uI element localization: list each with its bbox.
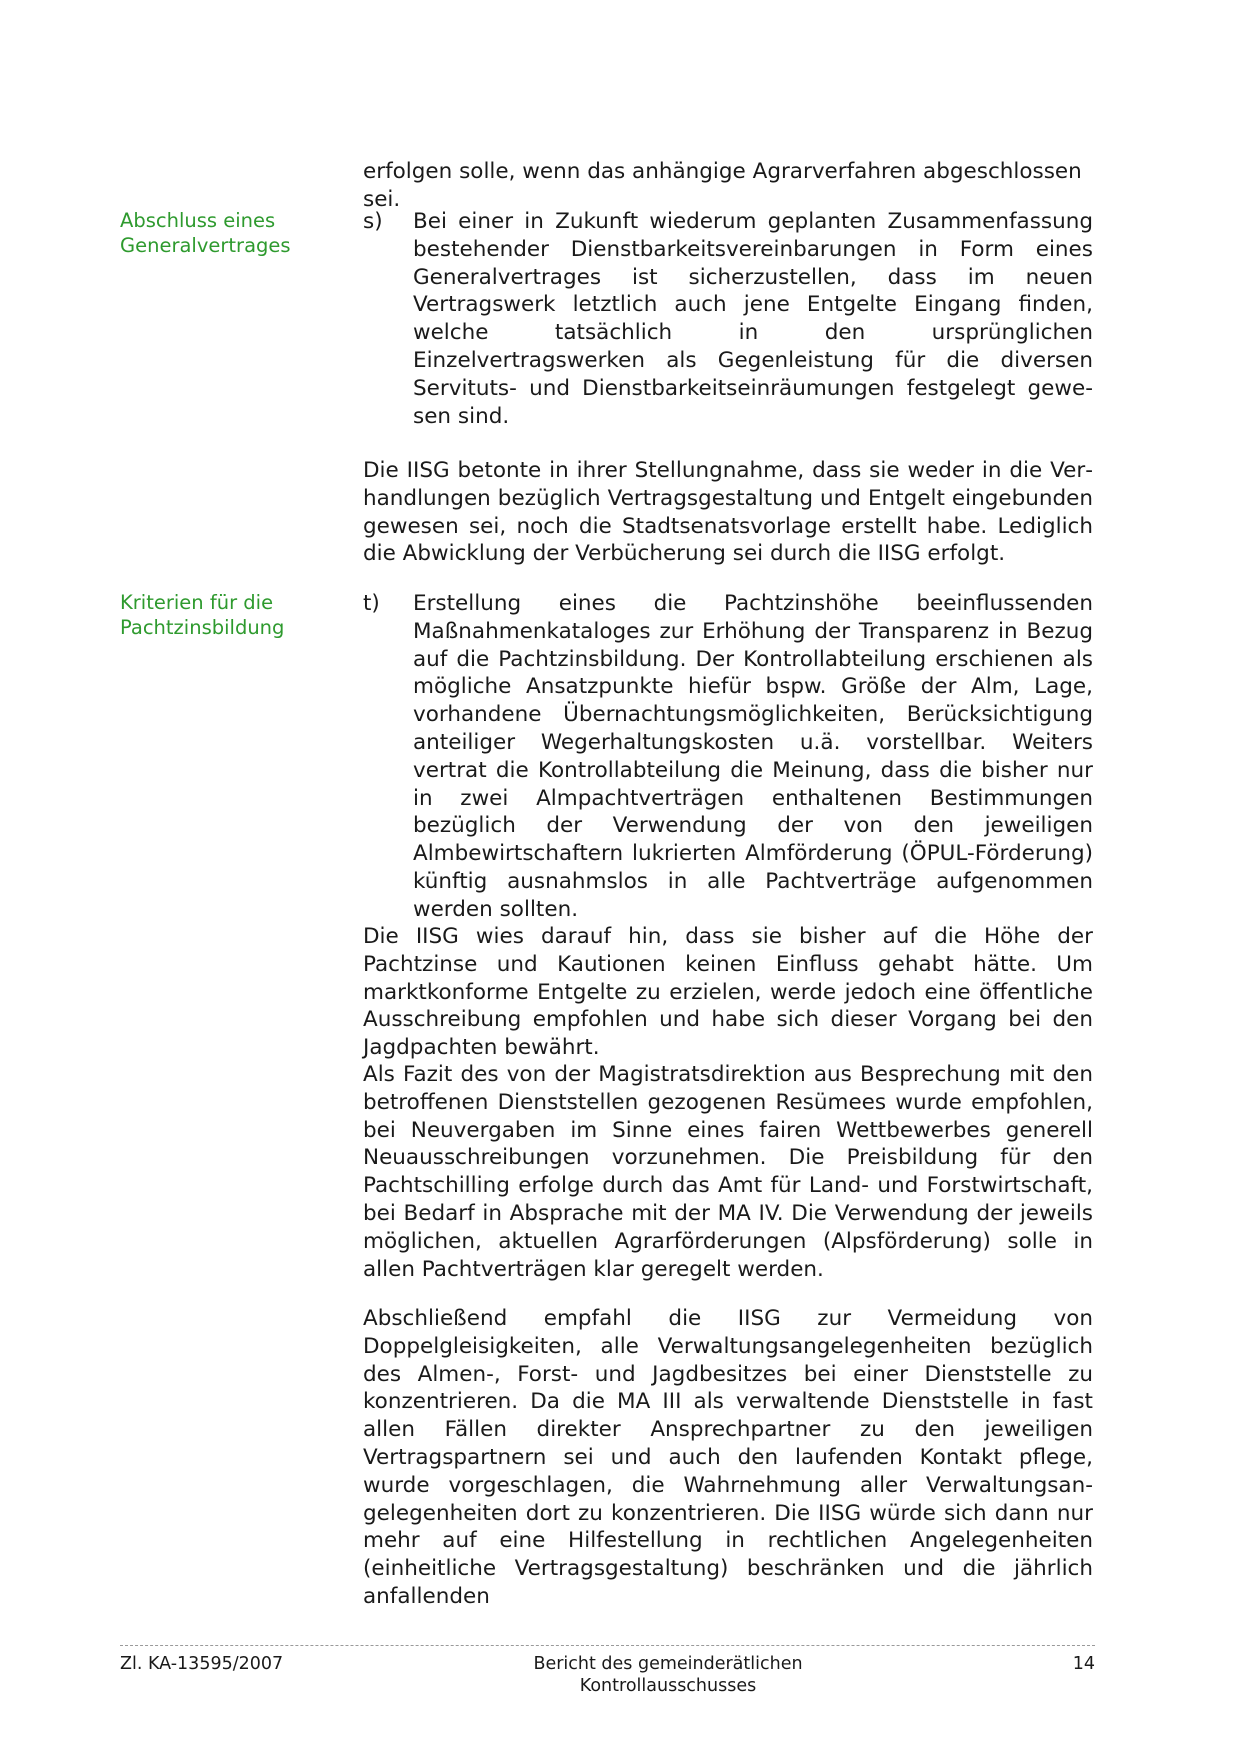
paragraph-fazit: Als Fazit des von der Magistratsdirektion aus Besprechung mit den betroffenen Dienststellen gezogenen Resümees wurde empfohlen, bei Neuvergaben im Sinne eines fairen Wettbewerbes generell Neuausschreibungen vorzunehmen. Die Preisbildung für den Pachtschilling erfolge durch das Amt für Land- und Forstwirtschaft, bei Bedarf in Absprache mit der MA IV. Die Verwendung der jeweils möglichen, aktuellen Agrarförderungen (Alpsförderung) solle in allen Pachtverträgen klar geregelt werden.: [363, 1062, 1093, 1282]
side-note-generalvertrag: Abschluss eines Generalvertrages: [120, 209, 291, 257]
paragraph-abschliessend: Abschließend empfahl die IISG zur Vermeidung von Doppelgleisigkeiten, alle Verwaltungsangelegenheiten bezüglich des Almen-, Forst- und Jagdbesitzes bei einer Dienststelle zu konzentrieren. Da die MA III als verwaltende Dienststelle in fast allen Fällen direkter Ansprechpartner zu den jeweiligen Vertragspartnern sei und auch den laufenden Kontakt pflege, wurde vorgeschlagen, die Wahrnehmung aller Verwaltungsangelegenheiten dort zu konzentrieren. Die IISG würde sich dann nur mehr auf eine Hilfestellung in rechtlichen Angelegenheiten (einheitliche Vertragsgestaltung) beschränken und die jährlich anfallenden: [363, 1306, 1093, 1609]
item-label-s: s): [363, 209, 383, 234]
footer-title: Bericht des gemeinderätlichen Kontrollausschusses: [533, 1654, 803, 1696]
item-text-s: Bei einer in Zukunft wiederum geplanten Zusammenfassung bestehender Dienstbarkeitsvereinbarungen in Form eines Generalvertrages ist sicherzustellen, dass im neuen Vertragswerk letztlich auch jene Entgelte Eingang finden, welche tatsächlich in den ursprünglichen Einzelvertragswerken als Gegenleistung für die diversen Servituts- und Dienstbarkeitseinräumungen festgelegt gewesen sind.: [413, 209, 1093, 429]
paragraph-iisg-stellungnahme: Die IISG betonte in ihrer Stellungnahme, dass sie weder in die Verhandlungen bezüglich Vertragsgestaltung und Entgelt eingebunden gewesen sei, noch die Stadtsenatsvorlage erstellt habe. Lediglich die Abwicklung der Verbücherung sei durch die IISG erfolgt.: [363, 458, 1093, 567]
item-label-t: t): [363, 591, 380, 616]
page-number: 14: [1072, 1654, 1095, 1674]
side-note-pachtzins: Kriterien für die Pachtzinsbildung: [120, 591, 285, 639]
footer-reference: Zl. KA-13595/2007: [120, 1654, 284, 1674]
paragraph-iisg-hinweis: Die IISG wies darauf hin, dass sie bisher auf die Höhe der Pachtzinse und Kautionen keinen Einfluss gehabt hätte. Um marktkonforme Entgelte zu erzielen, werde jedoch eine öffentliche Ausschreibung empfohlen und habe sich dieser Vorgang bei den Jagdpachten bewährt.: [363, 924, 1093, 1061]
item-text-t: Erstellung eines die Pachtzinshöhe beeinflussenden Maßnahmenkataloges zur Erhöhung der Transparenz in Bezug auf die Pachtzinsbildung. Der Kontrollabteilung erschienen als mögliche Ansatzpunkte hiefür bspw. Größe der Alm, Lage, vorhandene Übernachtungsmöglichkeiten, Berücksichtigung anteiliger Wegerhaltungskosten u.ä. vorstellbar. Weiters vertrat die Kontrollabteilung die Meinung, dass die bisher nur in zwei Almpachtverträgen enthaltenen Bestimmungen bezüglich der Verwendung der von den jeweiligen Almbewirtschaftern lukrierten Almförderung (ÖPUL-Förderung) künftig ausnahmslos in alle Pachtverträge aufgenommen werden sollten.: [413, 591, 1093, 922]
footer-divider: [120, 1645, 1095, 1646]
intro-line: erfolgen solle, wenn das anhängige Agrarverfahren abgeschlossen sei.: [363, 159, 1082, 212]
